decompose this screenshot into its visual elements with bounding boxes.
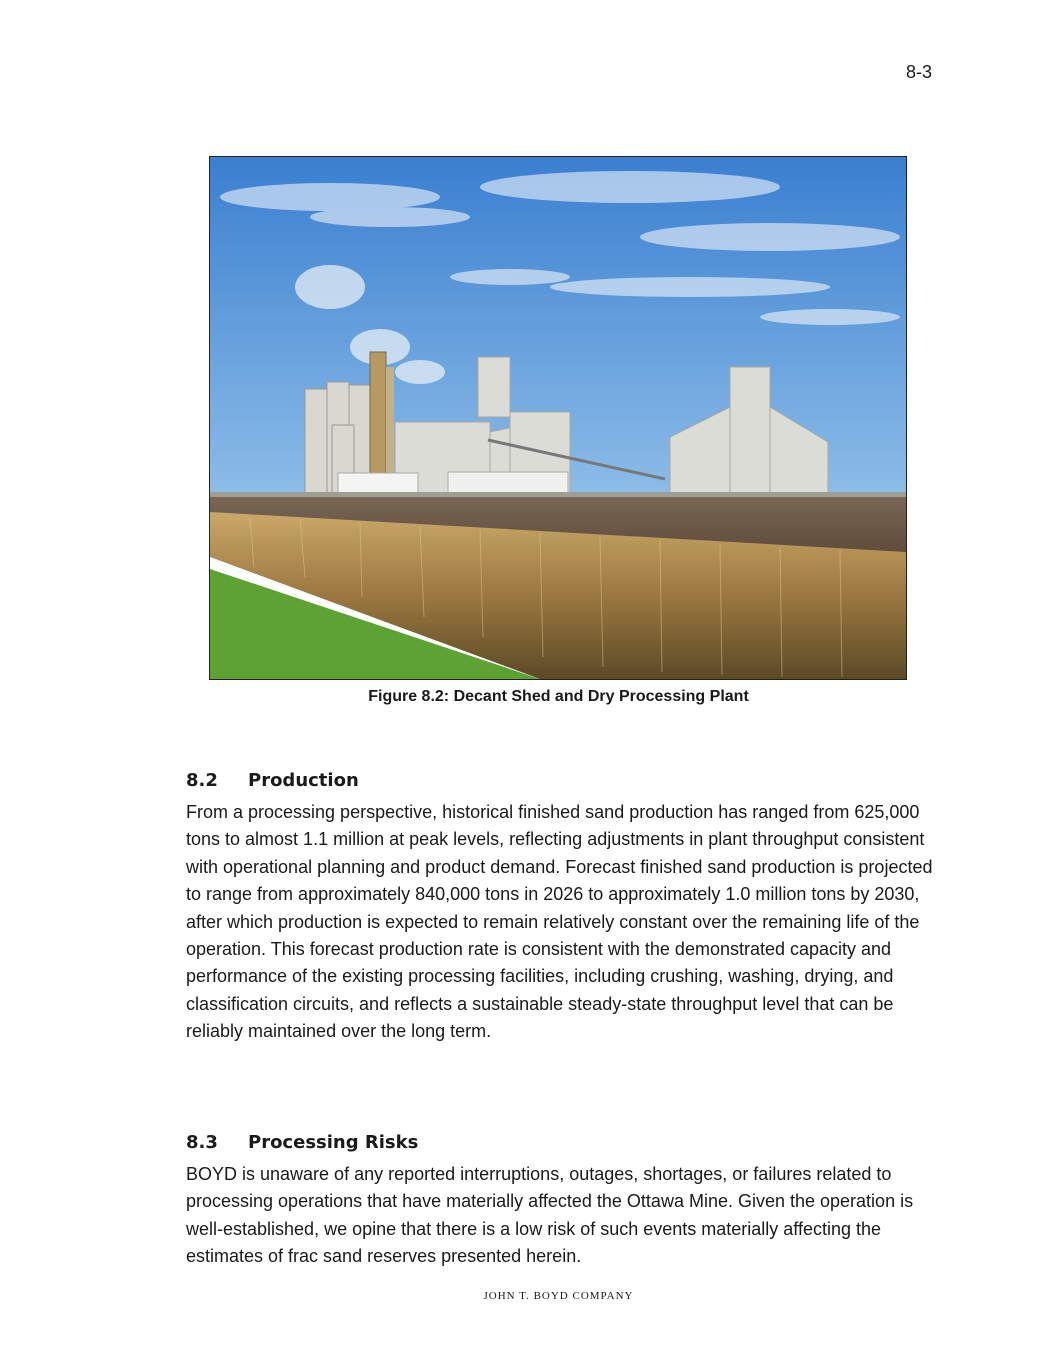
footer-company: JOHN T. BOYD COMPANY: [483, 1290, 634, 1302]
section-body: From a processing perspective, historical finished sand production has ranged from 625,000 tons to almost 1.1 million at peak levels, reflecting adjustments in plant throughput consistent with operational planning and product demand. Forecast finished sand production is projected to range from approximately 840,000 tons in 2026 to approximately 1.0 million tons by 2030, after which production is expected to remain relatively constant over the remaining life of the operation. This forecast production rate is consistent with the demonstrated capacity and performance of the existing processing facilities, including crushing, washing, drying, and classification circuits, and reflects a sustainable steady-state throughput level that can be reliably maintained over the long term.: [186, 802, 933, 1042]
processing-plant-photo: [210, 157, 906, 679]
section-title: Processing Risks: [248, 1132, 419, 1153]
section-title: Production: [248, 770, 359, 791]
section-number: 8.2: [186, 770, 218, 791]
section-production: [186, 770, 936, 1046]
section-number: 8.3: [186, 1132, 218, 1153]
section-heading: [186, 1132, 936, 1153]
figure-caption: Figure 8.2: Decant Shed and Dry Processing Plant: [368, 688, 749, 705]
section-heading: [186, 770, 936, 791]
figure-photo: [209, 156, 907, 680]
section-processing-risks: [186, 1132, 936, 1271]
section-body: BOYD is unaware of any reported interruptions, outages, shortages, or failures related to processing operations that have materially affected the Ottawa Mine. Given the operation is well-established, we opine that there is a low risk of such events materially affecting the estimates of frac sand reserves presented herein.: [186, 1164, 914, 1267]
page-number: 8-3: [905, 62, 932, 82]
